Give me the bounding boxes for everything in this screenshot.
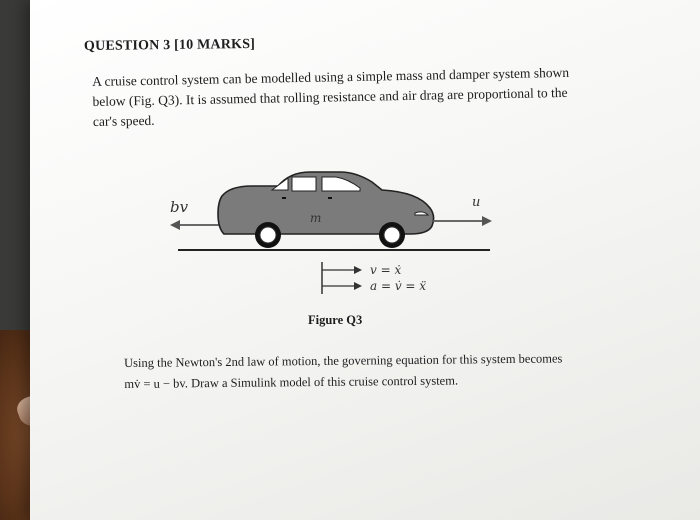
question-heading: QUESTION 3 [10 MARKS]	[83, 36, 256, 55]
intro-line-2: below (Fig. Q3). It is assumed that rolling resistance and air drag are proportional to the	[92, 84, 568, 109]
damper-arrowhead	[170, 220, 180, 230]
input-arrowhead	[482, 216, 492, 226]
car-window-middle	[292, 177, 316, 191]
mass-label: m	[310, 211, 322, 225]
car-diagram	[160, 168, 500, 308]
task-line-1: Using the Newton's 2nd law of motion, the governing equation for this system becomes	[124, 351, 563, 370]
acceleration-arrowhead	[354, 282, 362, 290]
velocity-relation: v = ẋ	[370, 263, 402, 277]
damper-force-label: bv	[170, 198, 189, 216]
car-window-rear	[272, 178, 288, 190]
acceleration-relation: a = v̇ = ẍ	[370, 279, 427, 293]
front-wheel-hub	[384, 227, 400, 243]
rear-wheel-hub	[260, 227, 276, 243]
input-force-label: u	[472, 195, 481, 210]
figure-caption: Figure Q3	[308, 313, 363, 327]
task-paragraph	[124, 348, 563, 395]
intro-line-3: car's speed.	[92, 112, 155, 129]
velocity-arrowhead	[354, 266, 362, 274]
task-line-2: mv̇ = u − bv. Draw a Simulink model of this cruise control system.	[124, 373, 459, 391]
intro-line-1: A cruise control system can be modelled using a simple mass and damper system shown	[92, 64, 570, 89]
intro-paragraph	[92, 63, 570, 132]
